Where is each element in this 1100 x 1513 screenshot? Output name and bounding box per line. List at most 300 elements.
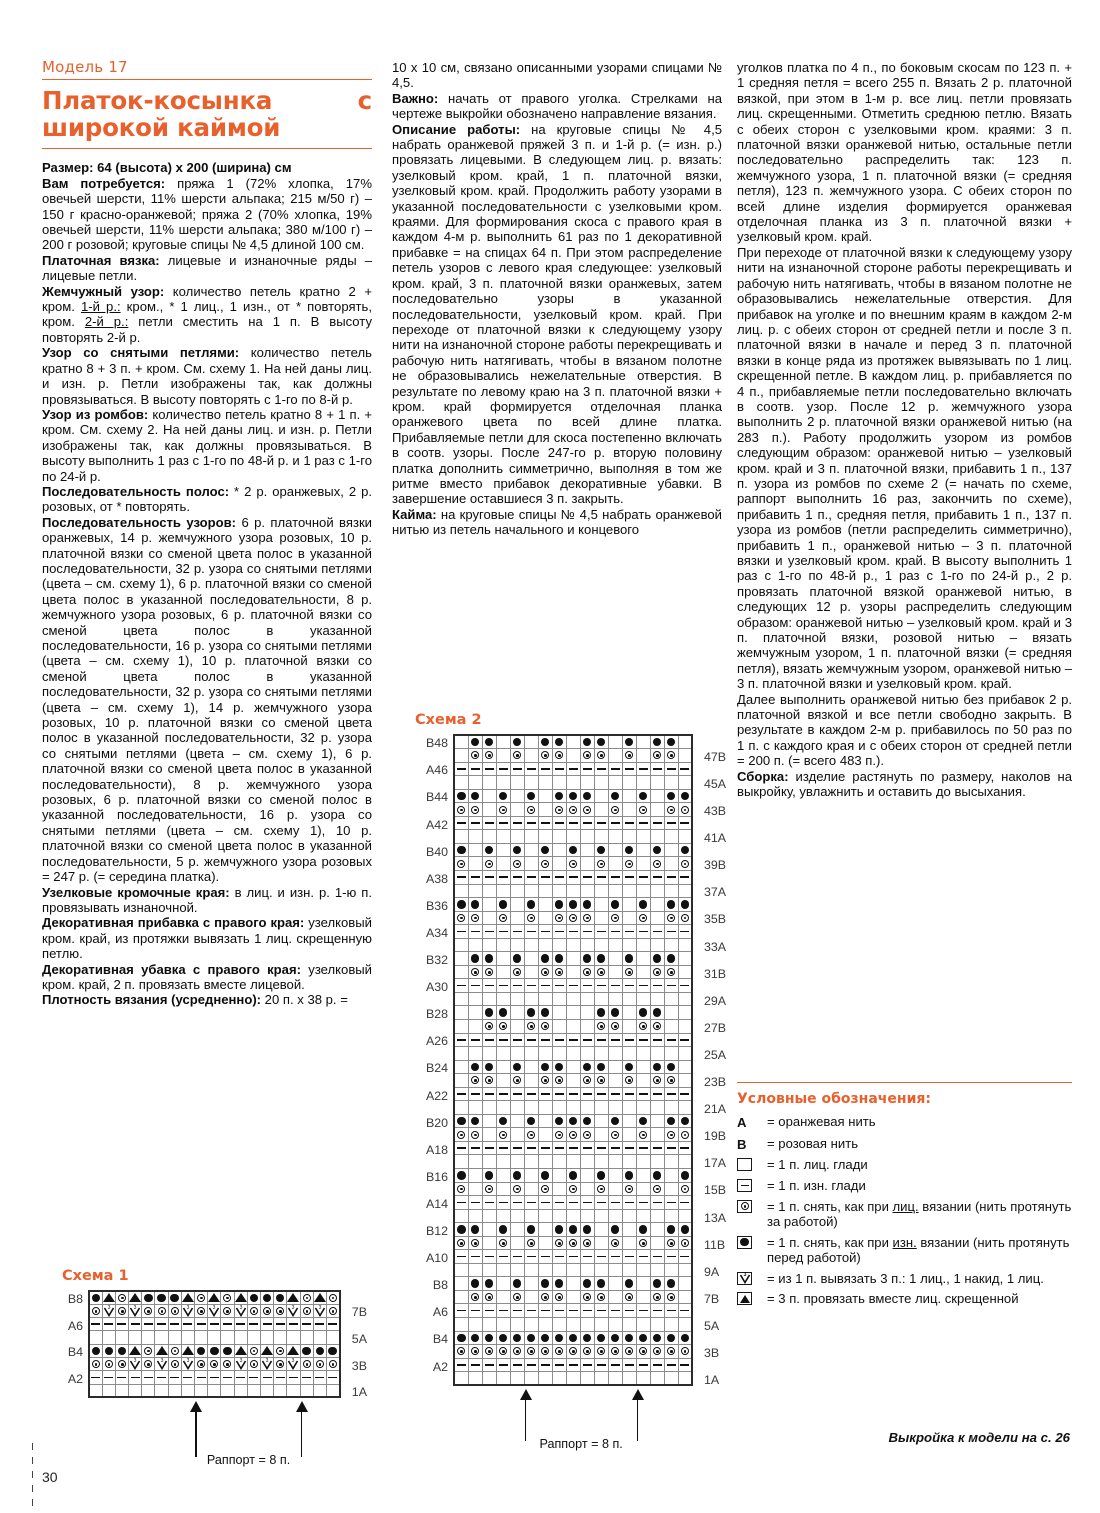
chart-cell (260, 1357, 273, 1370)
chart-cell (510, 952, 524, 966)
chart-cell (664, 1331, 678, 1345)
chart-cell (510, 1196, 524, 1210)
filled-dot-icon (611, 1008, 620, 1017)
chart-cell (538, 1358, 552, 1372)
dash-icon (236, 1377, 245, 1379)
filled-dot-icon (625, 1063, 634, 1072)
chart-cell (102, 1344, 115, 1357)
chart-cell (594, 1290, 608, 1304)
chart-cell (566, 979, 580, 993)
filled-dot-icon (625, 1171, 634, 1180)
chart-cell (510, 870, 524, 884)
row-label-right: 25A (704, 1047, 727, 1062)
filled-dot-icon (569, 1334, 578, 1343)
dash-icon (667, 1093, 676, 1095)
chart-cell (608, 803, 622, 817)
filled-dot-icon (210, 1347, 219, 1356)
chart-cell (468, 1263, 482, 1277)
chart-cell (468, 1358, 482, 1372)
chart-cell (594, 1318, 608, 1332)
chart-cell (664, 938, 678, 952)
garter-lead: Платочная вязка: (42, 252, 160, 268)
chart-cell (482, 1033, 496, 1047)
chart-cell (468, 1304, 482, 1318)
chart-cell (181, 1304, 194, 1317)
chart-cell (221, 1331, 234, 1344)
filled-dot-icon (555, 900, 564, 909)
chart-cell (622, 1372, 636, 1386)
chart-cell (538, 1141, 552, 1155)
filled-dot-icon (499, 1008, 508, 1017)
paragraph-size (42, 160, 372, 175)
open-dot-icon (611, 1239, 619, 1247)
chart-cell (496, 1128, 510, 1142)
chart-cell (482, 1345, 496, 1359)
chart-cell (524, 1101, 538, 1115)
row-label-left: B44 (425, 790, 448, 805)
filled-dot-icon (527, 900, 536, 909)
chart-cell (538, 1331, 552, 1345)
chart-cell (678, 1114, 692, 1128)
chart-cell (482, 1372, 496, 1386)
chart-cell (594, 965, 608, 979)
chart-cell (454, 1060, 468, 1074)
chart-cell (496, 816, 510, 830)
chart-cell (538, 898, 552, 912)
chart-cell (566, 1196, 580, 1210)
filled-dot-icon (197, 1347, 206, 1356)
legend-rows (737, 1114, 1072, 1307)
dash-icon (513, 1310, 522, 1312)
dash-icon (513, 1093, 522, 1095)
chart-cell (636, 1006, 650, 1020)
dash-icon (117, 1377, 126, 1379)
chart-cell (594, 1345, 608, 1359)
open-dot-icon (625, 751, 633, 759)
chart-cell (650, 870, 664, 884)
chart-cell (636, 925, 650, 939)
chart-cell (510, 1101, 524, 1115)
chart-cell (274, 1357, 287, 1370)
dash-icon (680, 822, 689, 824)
dash-icon (569, 1039, 578, 1041)
chart-cell (650, 1223, 664, 1237)
svg-text:3: 3 (212, 1304, 216, 1311)
chart-cell (524, 1372, 538, 1386)
dash-icon (541, 1202, 550, 1204)
chart-cell (650, 992, 664, 1006)
make-three-icon (208, 1305, 220, 1317)
dash-icon (583, 876, 592, 878)
open-dot-icon (667, 1239, 675, 1247)
table-row (454, 1087, 692, 1101)
dash-icon (527, 1147, 536, 1149)
chart-cell (580, 1196, 594, 1210)
dash-icon (639, 822, 648, 824)
filled-dot-icon (541, 1334, 550, 1343)
filled-dot-icon (513, 954, 522, 963)
chart-cell (510, 1141, 524, 1155)
chart-cell (622, 762, 636, 776)
row-label-left: B20 (425, 1115, 448, 1130)
dash-icon (471, 1093, 480, 1095)
chart-cell (552, 1304, 566, 1318)
open-dot-icon (583, 1239, 591, 1247)
chart-cell (678, 1209, 692, 1223)
filled-dot-icon (681, 792, 690, 801)
chart-cell (454, 1074, 468, 1088)
dash-icon (611, 768, 620, 770)
chart-cell (510, 789, 524, 803)
filled-dot-icon (667, 1117, 676, 1126)
open-dot-icon (625, 1293, 633, 1301)
dash-icon (485, 1093, 494, 1095)
dash-icon (569, 1256, 578, 1258)
chart-cell (538, 1304, 552, 1318)
dash-icon (471, 1147, 480, 1149)
chart-cell (552, 870, 566, 884)
chart-cell (287, 1291, 300, 1304)
dash-icon (667, 931, 676, 933)
paragraph-increase (42, 915, 372, 961)
chart-cell (287, 1357, 300, 1370)
chart-cell (454, 1196, 468, 1210)
filled-dot-icon (485, 738, 494, 747)
row-label-left: A6 (67, 1318, 83, 1333)
chart-cell (636, 952, 650, 966)
chart-cell (510, 1331, 524, 1345)
dash-icon (611, 876, 620, 878)
pearl-text-b: кром., * 1 лиц., 1 изн., от * повторять, кром. (42, 299, 373, 330)
chart-cell (482, 952, 496, 966)
chart-cell (664, 925, 678, 939)
chart-cell (580, 1250, 594, 1264)
open-dot-icon (541, 1293, 549, 1301)
chart-cell (566, 992, 580, 1006)
chart-cell (594, 1182, 608, 1196)
dash-icon (667, 1310, 676, 1312)
dash-icon (499, 822, 508, 824)
chart-cell (664, 1033, 678, 1047)
filled-dot-icon (92, 1294, 101, 1303)
chart-cell (454, 843, 468, 857)
chart-cell (552, 979, 566, 993)
chart-cell (622, 1196, 636, 1210)
chart-cell (538, 749, 552, 763)
dash-icon (499, 768, 508, 770)
dash-icon (541, 1147, 550, 1149)
chart-cell (468, 762, 482, 776)
dash-icon (485, 1310, 494, 1312)
schema-2 (415, 712, 727, 1452)
table-row (454, 1074, 692, 1088)
row-label-right: 47B (704, 749, 727, 764)
chart-cell (496, 857, 510, 871)
dash-icon (653, 1202, 662, 1204)
chart-cell (313, 1357, 326, 1370)
chart-cell (468, 1006, 482, 1020)
chart-cell (524, 1290, 538, 1304)
row-label-left: B8 (67, 1292, 83, 1307)
chart-cell (482, 1006, 496, 1020)
pearl-text-c: петли сместить на 1 п. В высоту повторять 2-й р. (42, 314, 372, 345)
open-dot-icon (471, 751, 479, 759)
legend-symbol-empty-box (737, 1157, 767, 1171)
chart-cell (678, 898, 692, 912)
chart-cell (524, 938, 538, 952)
dash-icon (499, 1364, 508, 1366)
chart-cell (482, 1318, 496, 1332)
chart-cell (594, 1263, 608, 1277)
chart-cell (552, 925, 566, 939)
open-dot-icon (118, 1294, 126, 1302)
divider-under-title (42, 148, 372, 149)
chart-cell (496, 1019, 510, 1033)
open-dot-icon (223, 1294, 231, 1302)
chart-cell (622, 1087, 636, 1101)
filled-dot-icon (485, 846, 494, 855)
chart-cell (636, 1250, 650, 1264)
chart-cell (496, 1372, 510, 1386)
chart-cell (115, 1371, 128, 1384)
chart-cell (580, 1236, 594, 1250)
chart-cell (496, 1033, 510, 1047)
chart-cell (142, 1344, 155, 1357)
chart-cell (608, 1060, 622, 1074)
open-dot-icon (667, 914, 675, 922)
open-dot-icon (171, 1347, 179, 1355)
dash-icon (653, 1310, 662, 1312)
chart-cell (454, 1236, 468, 1250)
increase-lead: Декоративная прибавка с правого края: (42, 915, 305, 931)
chart-cell (538, 816, 552, 830)
table-row (454, 1141, 692, 1155)
chart-cell (580, 925, 594, 939)
schema2-table (453, 734, 693, 1386)
open-dot-icon (471, 1347, 479, 1355)
chart-cell (650, 1196, 664, 1210)
filled-dot-icon (583, 900, 592, 909)
chart-cell (510, 1223, 524, 1237)
chart-cell (678, 1263, 692, 1277)
row-label-right: 1A (351, 1385, 367, 1400)
chart-cell (664, 816, 678, 830)
chart-cell (650, 884, 664, 898)
filled-dot-icon (625, 1334, 634, 1343)
chart-cell (580, 1141, 594, 1155)
chart-cell (538, 911, 552, 925)
chart-cell (300, 1371, 313, 1384)
chart-cell (454, 1345, 468, 1359)
open-dot-icon (513, 1347, 521, 1355)
chart-cell (636, 776, 650, 790)
chart-cell (594, 1331, 608, 1345)
chart-cell (538, 992, 552, 1006)
open-dot-icon (471, 806, 479, 814)
chart-cell (664, 857, 678, 871)
open-dot-icon (250, 1360, 258, 1368)
chart-cell (274, 1371, 287, 1384)
chart-cell (482, 1331, 496, 1345)
dash-icon (471, 985, 480, 987)
rhomb-text: количество петель кратно 8 + 1 п. + кром. См. схему 2. На ней даны лиц. и изн. р. Петли изображены так, как должны провязываться. В высоту выполнить 1 раз с 1-го по 48-й р. и 1 раз с 1-го по 24-й р. (42, 406, 372, 484)
open-dot-icon (597, 860, 605, 868)
filled-dot-icon (569, 1117, 578, 1126)
open-dot-icon (276, 1360, 284, 1368)
chart-cell (538, 762, 552, 776)
legend-item (737, 1157, 1072, 1172)
chart-cell (650, 925, 664, 939)
legend-item (737, 1291, 1072, 1306)
chart-cell (234, 1318, 247, 1331)
chart-cell (622, 1331, 636, 1345)
chart-cell (664, 992, 678, 1006)
dash-icon (680, 931, 689, 933)
open-dot-icon (583, 1347, 591, 1355)
paragraph-rhomb (42, 407, 372, 484)
dash-icon (131, 1377, 140, 1379)
chart-cell (313, 1371, 326, 1384)
schema-2-grid-wrap (415, 734, 727, 1452)
chart-cell (664, 1006, 678, 1020)
dash-icon (144, 1377, 153, 1379)
paragraph-knotedge (42, 885, 372, 916)
dash-icon (597, 1039, 606, 1041)
chart-cell (580, 830, 594, 844)
chart-cell (594, 1304, 608, 1318)
paragraph-border (392, 507, 722, 538)
open-dot-icon (263, 1307, 271, 1315)
filled-dot-icon (513, 846, 522, 855)
filled-dot-icon (276, 1294, 285, 1303)
dash-icon (457, 1364, 466, 1366)
chart-cell (454, 1331, 468, 1345)
chart-cell (168, 1344, 181, 1357)
chart-cell (608, 1223, 622, 1237)
chart-cell (482, 1277, 496, 1291)
chart-cell (650, 1263, 664, 1277)
chart-cell (664, 776, 678, 790)
chart-cell (580, 1277, 594, 1291)
chart-cell (129, 1344, 142, 1357)
chart-cell (650, 1141, 664, 1155)
chart-cell (678, 1277, 692, 1291)
chart-cell (482, 735, 496, 749)
chart-cell (566, 816, 580, 830)
chart-cell (622, 952, 636, 966)
table-row (454, 1263, 692, 1277)
row-label-left: B48 (425, 736, 448, 751)
table-row (89, 1318, 340, 1331)
chart-cell (566, 1155, 580, 1169)
paragraph-pearl (42, 284, 372, 346)
open-dot-icon (485, 1293, 493, 1301)
important-text: начать от правого уголка. Стрелками на чертеже выкройки обозначено направление вязания. (392, 90, 722, 122)
dash-icon (471, 876, 480, 878)
chart-cell (468, 735, 482, 749)
dash-icon (569, 822, 578, 824)
chart-cell (650, 1250, 664, 1264)
chart-cell (496, 789, 510, 803)
dash-icon (457, 1310, 466, 1312)
chart-cell (552, 1372, 566, 1386)
chart-cell (678, 1141, 692, 1155)
chart-cell (496, 1060, 510, 1074)
chart-cell (89, 1357, 102, 1370)
rapport-arrow-line (301, 1412, 303, 1457)
chart-cell (552, 1155, 566, 1169)
chart-cell (566, 1182, 580, 1196)
chart-cell (510, 1263, 524, 1277)
svg-text:3: 3 (186, 1358, 190, 1365)
chart-cell (482, 749, 496, 763)
chart-cell (664, 979, 678, 993)
dash-icon (555, 1310, 564, 1312)
chart-cell (636, 830, 650, 844)
pearl-text-a: количество петель кратно 2 + кром. (42, 283, 373, 315)
chart-cell (524, 1074, 538, 1088)
chart-cell (664, 1358, 678, 1372)
chart-cell (181, 1331, 194, 1344)
chart-cell (622, 1155, 636, 1169)
decrease-lead: Декоративная убавка с правого края: (42, 961, 301, 977)
chart-cell (594, 925, 608, 939)
chart-cell (468, 911, 482, 925)
chart-cell (510, 749, 524, 763)
filled-dot-icon (737, 1236, 752, 1249)
chart-cell (594, 1209, 608, 1223)
chart-cell (566, 1209, 580, 1223)
chart-cell (326, 1304, 339, 1317)
chart-cell (664, 1155, 678, 1169)
chart-cell (664, 1209, 678, 1223)
open-dot-icon (625, 860, 633, 868)
open-dot-icon (667, 1076, 675, 1084)
dash-icon (91, 1323, 100, 1325)
filled-dot-icon (597, 846, 606, 855)
chart-cell (678, 735, 692, 749)
legend-symbol-make-three (737, 1271, 767, 1285)
chart-cell (221, 1318, 234, 1331)
chart-cell (566, 735, 580, 749)
schema-2-title: Схема 2 (415, 712, 482, 728)
triangle-up-icon (182, 1346, 194, 1355)
row-label-right: 7B (704, 1291, 720, 1306)
row-label-right: 13A (704, 1210, 727, 1225)
filled-dot-icon (681, 846, 690, 855)
chart-cell (234, 1357, 247, 1370)
svg-text:3: 3 (239, 1358, 243, 1365)
text-column-2 (392, 60, 722, 538)
chart-cell (510, 816, 524, 830)
open-dot-icon (667, 1347, 675, 1355)
chart-cell (552, 1047, 566, 1061)
filled-dot-icon (499, 1117, 508, 1126)
chart-cell (496, 830, 510, 844)
open-dot-icon (457, 1185, 465, 1193)
chart-cell (580, 1019, 594, 1033)
dash-icon (625, 1256, 634, 1258)
filled-dot-icon (485, 1171, 494, 1180)
chart-cell (482, 1223, 496, 1237)
dash-icon (555, 985, 564, 987)
filled-dot-icon (653, 738, 662, 747)
dash-icon (680, 1202, 689, 1204)
row-label-left: B12 (425, 1224, 448, 1239)
rapport-arrow-line (637, 1400, 639, 1441)
svg-text:3: 3 (133, 1304, 137, 1311)
chart-cell (552, 1128, 566, 1142)
